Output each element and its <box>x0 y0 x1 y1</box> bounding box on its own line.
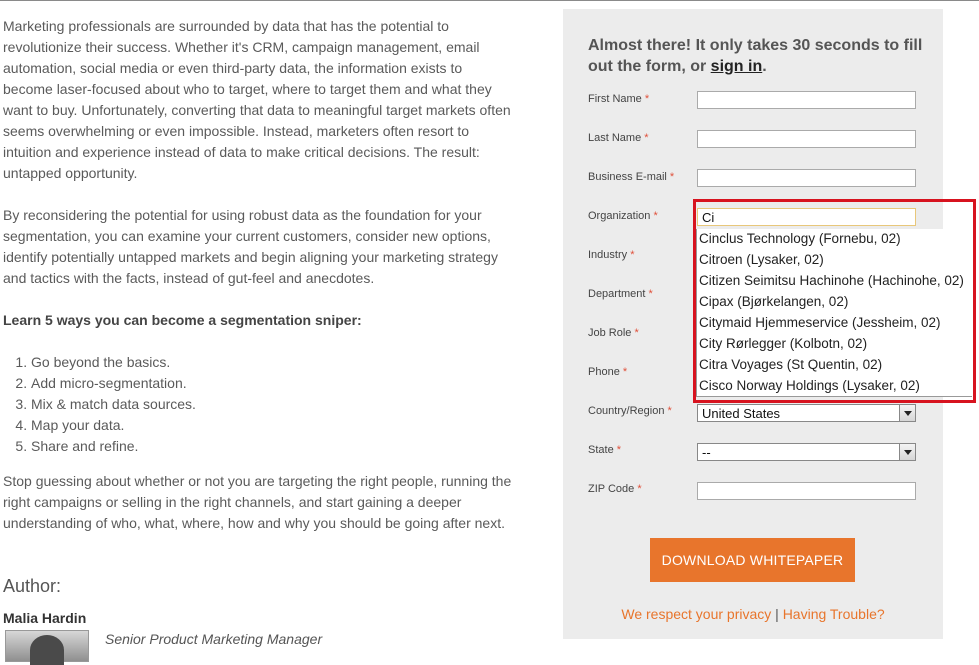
list-item: 2. Add micro-segmentation. <box>31 373 513 394</box>
autocomplete-item[interactable]: Cinclus Technology (Fornebu, 02) <box>699 231 901 246</box>
list-item: 3. Mix & match data sources. <box>31 394 513 415</box>
country-select[interactable] <box>697 404 916 422</box>
country-label: Country/Region * <box>588 405 672 417</box>
author-name: Malia Hardin <box>3 610 87 626</box>
having-trouble-link[interactable]: Having Trouble? <box>782 606 885 622</box>
country-select-value: United States <box>702 406 781 421</box>
list-item: 5. Share and refine. <box>31 436 513 457</box>
email-field[interactable] <box>697 169 916 187</box>
organization-field[interactable] <box>697 208 916 226</box>
form-heading-end: . <box>762 58 767 75</box>
first-name-field[interactable] <box>697 91 916 109</box>
list-heading: Learn 5 ways you can become a segmentation sniper: <box>3 312 362 328</box>
autocomplete-item[interactable]: Cipax (Bjørkelangen, 02) <box>699 294 849 309</box>
job-role-label: Job Role * <box>588 327 639 339</box>
state-label: State * <box>588 444 622 456</box>
phone-label: Phone * <box>588 366 628 378</box>
last-name-label: Last Name * <box>588 132 649 144</box>
link-separator: | <box>775 606 779 622</box>
author-avatar <box>5 630 89 662</box>
chevron-down-icon[interactable] <box>899 405 915 421</box>
state-select-value: -- <box>702 445 711 460</box>
autocomplete-item[interactable]: Citroen (Lysaker, 02) <box>699 252 824 267</box>
sign-in-link[interactable]: sign in <box>710 58 763 75</box>
form-heading <box>588 35 928 77</box>
state-select[interactable] <box>697 443 916 461</box>
article-paragraph-1: Marketing professionals are surrounded by data that has the potential to revolutionize their success. Whether it's CRM, campaign management, email automation, social media or even third-party data, the information exists to become laser-focused about who to target, where to target them and what they want to buy. Unfortunately, converting that data to meaningful target markets often seems overwhelming or even impossible. Instead, marketers often resort to intuition and experience instead of data to make critical decisions. The result: untapped opportunity. <box>3 18 511 181</box>
article-paragraph-2: By reconsidering the potential for using robust data as the foundation for your segmentation, you can examine your current customers, consider new options, identify potentially untapped markets and begin aligning your marketing strategy and tactics with the facts, instead of gut-feel and anecdotes. <box>3 207 498 286</box>
chevron-down-icon[interactable] <box>899 444 915 460</box>
first-name-label: First Name * <box>588 93 650 105</box>
tips-list <box>3 352 513 457</box>
author-title: Senior Product Marketing Manager <box>105 631 323 647</box>
zip-field[interactable] <box>697 482 916 500</box>
list-item: 1. Go beyond the basics. <box>31 352 513 373</box>
organization-label: Organization * <box>588 210 658 222</box>
privacy-links <box>563 606 943 622</box>
autocomplete-item[interactable]: Citizen Seimitsu Hachinohe (Hachinohe, 02) <box>699 273 964 288</box>
industry-label: Industry * <box>588 249 635 261</box>
organization-autocomplete-list <box>696 229 972 397</box>
download-whitepaper-button[interactable]: DOWNLOAD WHITEPAPER <box>650 538 855 582</box>
form-heading-text: Almost there! It only takes 30 seconds to fill out the form, or <box>588 37 923 75</box>
zip-label: ZIP Code * <box>588 483 642 495</box>
list-item: 4. Map your data. <box>31 415 513 436</box>
article-body <box>3 16 513 555</box>
last-name-field[interactable] <box>697 130 916 148</box>
autocomplete-item[interactable]: City Rørlegger (Kolbotn, 02) <box>699 336 868 351</box>
email-label: Business E-mail * <box>588 171 675 183</box>
author-heading: Author: <box>3 576 62 596</box>
autocomplete-item[interactable]: Citra Voyages (St Quentin, 02) <box>699 357 883 372</box>
department-label: Department * <box>588 288 653 300</box>
autocomplete-item[interactable]: Cisco Norway Holdings (Lysaker, 02) <box>699 378 920 393</box>
autocomplete-item[interactable]: Citymaid Hjemmeservice (Jessheim, 02) <box>699 315 941 330</box>
article-paragraph-3: Stop guessing about whether or not you are targeting the right people, running the right campaigns or selling in the right channels, and start gaining a deeper understanding of who, what, where, how and why you should be going after next. <box>3 473 512 531</box>
top-divider <box>0 0 979 1</box>
privacy-link[interactable]: We respect your privacy <box>621 606 772 622</box>
